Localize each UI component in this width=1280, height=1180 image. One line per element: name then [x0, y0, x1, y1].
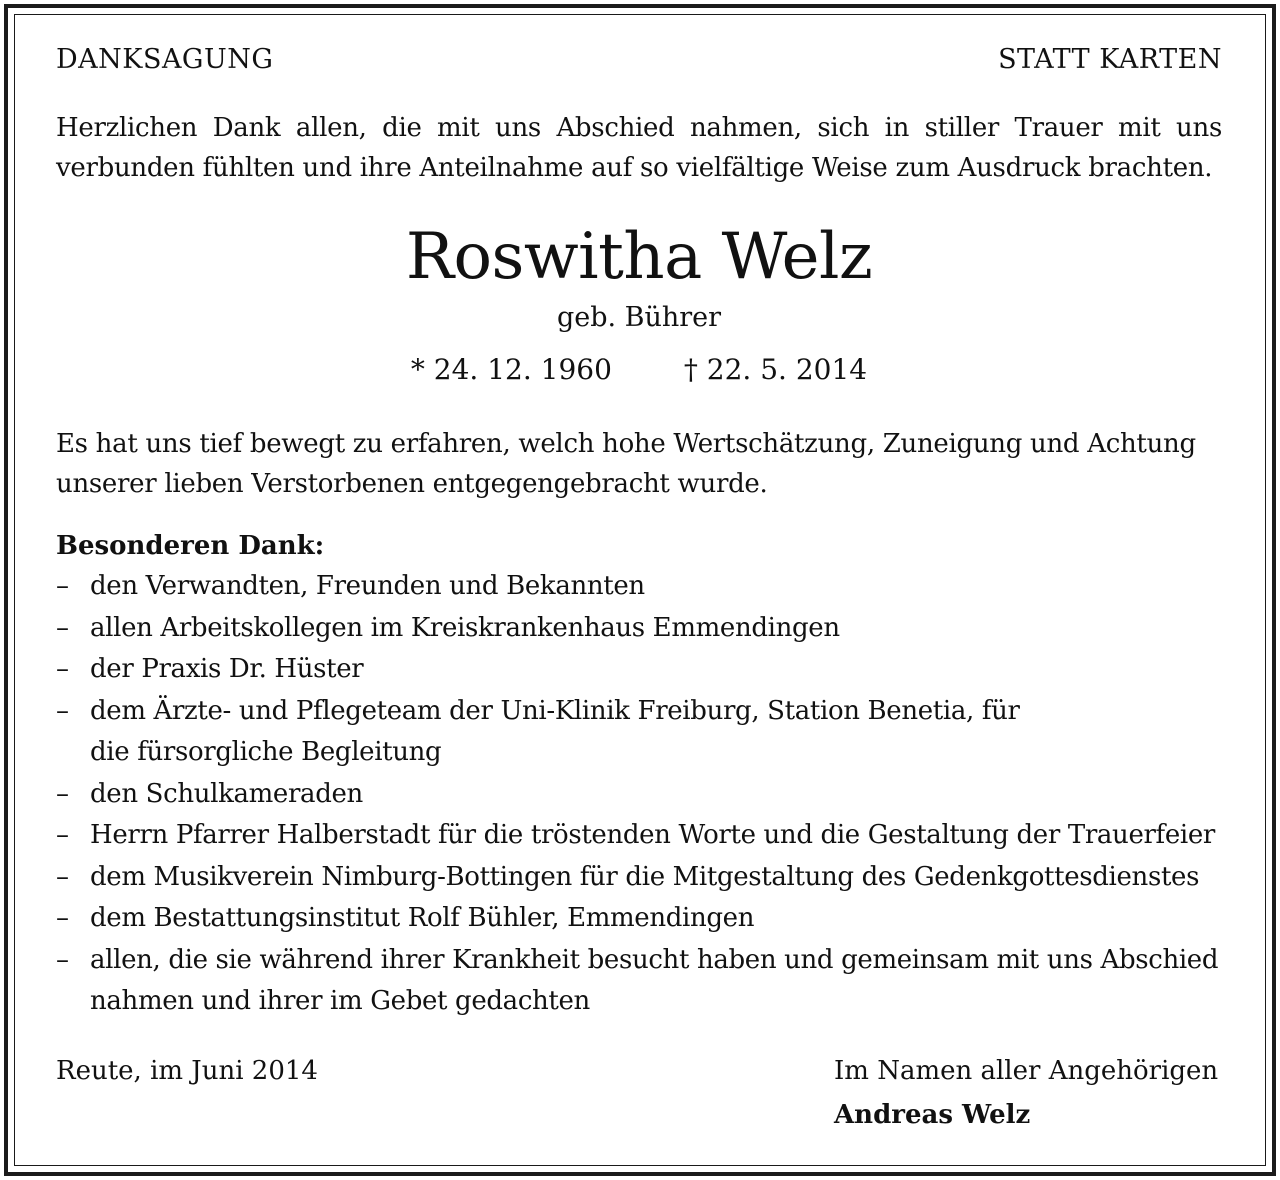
- list-item: [56, 815, 1222, 857]
- list-item-text: Herrn Pfarrer Halberstadt für die tröstenden Worte und die Gestaltung der Trauerfeier: [90, 820, 1215, 850]
- list-item: [56, 898, 1222, 940]
- list-item-text: dem Bestattungsinstitut Rolf Bühler, Emmendingen: [90, 903, 755, 933]
- dash-bullet: –: [56, 612, 69, 643]
- list-item-text: der Praxis Dr. Hüster: [90, 654, 364, 684]
- signoff-block: [834, 1049, 1222, 1137]
- dash-bullet: –: [56, 944, 69, 975]
- dash-bullet: –: [56, 778, 69, 809]
- list-item-text: den Schulkameraden: [90, 778, 363, 809]
- list-item: [56, 857, 1222, 899]
- intro-text: Herzlichen Dank allen, die mit uns Abschied nahmen, sich in stiller Trauer mit uns verbunden fühlten und ihre Anteilnahme auf so vielfältige Weise zum Ausdruck brachten.: [56, 113, 1222, 183]
- notice-content: [56, 40, 1222, 1137]
- dash-bullet: –: [56, 695, 69, 726]
- tribute-paragraph: Es hat uns tief bewegt zu erfahren, welch hohe Wertschätzung, Zuneigung und Achtung unserer lieben Verstorbenen entgegengebracht wurde.: [56, 429, 1196, 499]
- life-dates: [56, 350, 1222, 390]
- list-item-text: dem Ärzte- und Pflegeteam der Uni-Klinik Freiburg, Station Benetia, für die fürsorgliche Begleitung: [90, 695, 1020, 767]
- deceased-name: Roswitha Welz: [405, 220, 873, 294]
- signoff-text: Im Namen aller Angehörigen: [834, 1055, 1219, 1086]
- header-title: DANKSAGUNG: [56, 44, 274, 75]
- maiden-name: geb. Bührer: [556, 302, 722, 333]
- signer-name: Andreas Welz: [834, 1099, 1031, 1130]
- list-item: [56, 608, 1222, 650]
- thanks-title: Besonderen Dank:: [56, 531, 325, 561]
- list-item-text: den Verwandten, Freunden und Bekannten: [90, 571, 645, 601]
- list-item: [56, 774, 1222, 816]
- place-date: Reute, im Juni 2014: [56, 1055, 318, 1086]
- list-item: [56, 566, 1222, 608]
- list-item-text: allen Arbeitskollegen im Kreiskrankenhaus Emmendingen: [90, 612, 840, 643]
- death-date: † 22. 5. 2014: [683, 353, 868, 386]
- list-item: [56, 940, 1222, 1023]
- birth-date: * 24. 12. 1960: [410, 353, 612, 386]
- header-note: STATT KARTEN: [998, 44, 1222, 75]
- dash-bullet: –: [56, 861, 69, 892]
- list-item-text: allen, die sie während ihrer Krankheit besucht haben und gemeinsam mit uns Abschied nahmen und ihrer im Gebet gedachten: [90, 944, 1219, 1016]
- list-item: [56, 649, 1222, 691]
- dash-bullet: –: [56, 820, 69, 850]
- notice-footer: [56, 1049, 1222, 1137]
- notice-header: [56, 40, 1222, 82]
- dash-bullet: –: [56, 571, 69, 601]
- dash-bullet: –: [56, 903, 69, 933]
- dash-bullet: –: [56, 654, 69, 684]
- list-item: [56, 691, 1020, 774]
- thanks-list: [56, 566, 1222, 1023]
- list-item-text: dem Musikverein Nimburg-Bottingen für die Mitgestaltung des Gedenkgottesdienstes: [90, 861, 1200, 892]
